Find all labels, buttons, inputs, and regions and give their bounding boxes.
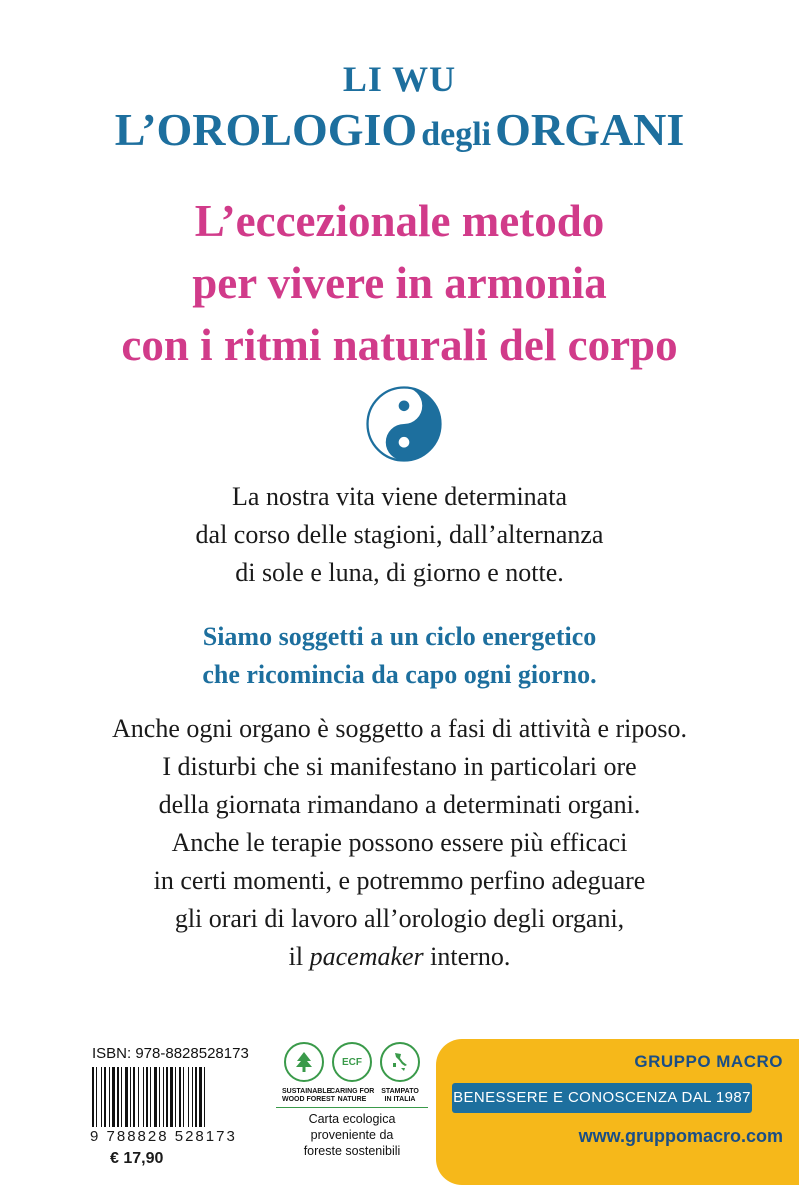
barcode-bar: [101, 1067, 102, 1127]
eco-paper-note: [276, 1111, 428, 1159]
subtitle-line: per vivere in armonia: [192, 258, 607, 308]
barcode-bar: [125, 1067, 128, 1127]
author-name: LI WU: [342, 59, 457, 99]
barcode-image: [90, 1067, 256, 1127]
badge-label-line: SUSTAINABLE: [282, 1088, 332, 1095]
pacemaker-emphasis: pacemaker: [309, 942, 424, 971]
ecf-badge: [330, 1042, 374, 1104]
paragraph-line-last: [0, 938, 799, 976]
badge-label: [282, 1088, 335, 1104]
paragraph-line: che ricomincia da capo ogni giorno.: [202, 660, 597, 689]
barcode-bar: [117, 1067, 119, 1127]
barcode-bar: [121, 1067, 122, 1127]
title-part-degli: degli: [421, 116, 492, 153]
publisher-website[interactable]: www.gruppomacro.com: [578, 1126, 783, 1146]
subtitle: [0, 190, 799, 376]
paragraph-line: Siamo soggetti a un ciclo energetico: [202, 622, 597, 651]
title-part-orologio: L’OROLOGIO: [114, 104, 418, 155]
barcode-bar: [143, 1067, 144, 1127]
barcode-bar: [154, 1067, 157, 1127]
barcode-bar: [146, 1067, 148, 1127]
barcode-bar: [166, 1067, 168, 1127]
intro-paragraph: [0, 478, 799, 592]
barcode-bar: [138, 1067, 139, 1127]
paragraph-line: gli orari di lavoro all’orologio degli organi,: [174, 904, 625, 933]
tree-icon: [284, 1042, 324, 1082]
badge-label-line: WOOD FOREST: [282, 1096, 335, 1103]
badge-label-line: STAMPATO: [381, 1088, 419, 1095]
barcode-bar: [195, 1067, 197, 1127]
badge-label-line: IN ITALIA: [384, 1096, 416, 1103]
barcode-bar: [112, 1067, 115, 1127]
paragraph-line: Anche le terapie possono essere più efficaci: [171, 828, 628, 857]
publisher-tagline: BENESSERE E CONOSCENZA DAL 1987: [452, 1083, 752, 1113]
last-line-prefix: il: [288, 942, 310, 971]
badge-label-line: NATURE: [337, 1096, 367, 1103]
eco-note-line: Carta ecologica: [308, 1112, 396, 1126]
badge-label: [378, 1088, 422, 1104]
price: € 17,90: [110, 1150, 164, 1167]
barcode-bar: [96, 1067, 97, 1127]
title-part-organi: ORGANI: [495, 104, 685, 155]
barcode-bar: [159, 1067, 160, 1127]
sustainable-forest-badge: [282, 1042, 335, 1104]
barcode-bar: [199, 1067, 202, 1127]
eco-note-line: foreste sostenibili: [303, 1144, 401, 1158]
paragraph-line: Anche ogni organo è soggetto a fasi di attività e riposo.: [112, 714, 687, 743]
italy-icon: [380, 1042, 420, 1082]
ecf-icon: [332, 1042, 372, 1082]
barcode-bar: [130, 1067, 131, 1127]
isbn-label: ISBN: 978-8828528173: [92, 1045, 249, 1062]
yin-yang-icon: [366, 386, 442, 462]
barcode-digits: 9 788828 528173: [90, 1128, 237, 1145]
paragraph-line: La nostra vita viene determinata: [232, 482, 567, 511]
badge-label: [330, 1088, 374, 1104]
made-in-italy-badge: [378, 1042, 422, 1104]
paragraph-line: in certi momenti, e potremmo perfino adeguare: [153, 866, 646, 895]
barcode-bar: [104, 1067, 106, 1127]
barcode-bar: [133, 1067, 135, 1127]
last-line-suffix: interno.: [423, 942, 511, 971]
paragraph-line: della giornata rimandano a determinati organi.: [158, 790, 641, 819]
barcode-bar: [192, 1067, 193, 1127]
publisher-name: GRUPPO MACRO: [634, 1052, 783, 1071]
badge-label-line: CARING FOR: [330, 1088, 375, 1095]
subtitle-line: L’eccezionale metodo: [194, 196, 605, 246]
barcode-bar: [170, 1067, 173, 1127]
ecf-text: ECF: [342, 1056, 362, 1068]
barcode-bar: [179, 1067, 181, 1127]
subtitle-line: con i ritmi naturali del corpo: [121, 320, 678, 370]
eco-divider: [276, 1107, 428, 1108]
eco-note-line: proveniente da: [310, 1128, 394, 1142]
barcode-bar: [163, 1067, 164, 1127]
barcode-bar: [204, 1067, 205, 1127]
description-paragraph: [0, 710, 799, 976]
barcode-bar: [92, 1067, 94, 1127]
barcode-bar: [183, 1067, 184, 1127]
barcode-bar: [175, 1067, 176, 1127]
paragraph-line: I disturbi che si manifestano in particolari ore: [162, 752, 637, 781]
barcode-bar: [109, 1067, 110, 1127]
paragraph-line: dal corso delle stagioni, dall’alternanza: [195, 520, 604, 549]
barcode-bar: [150, 1067, 151, 1127]
barcode-bar: [188, 1067, 189, 1127]
highlight-paragraph: [0, 618, 799, 694]
book-title: [0, 106, 799, 165]
paragraph-line: di sole e luna, di giorno e notte.: [235, 558, 564, 587]
